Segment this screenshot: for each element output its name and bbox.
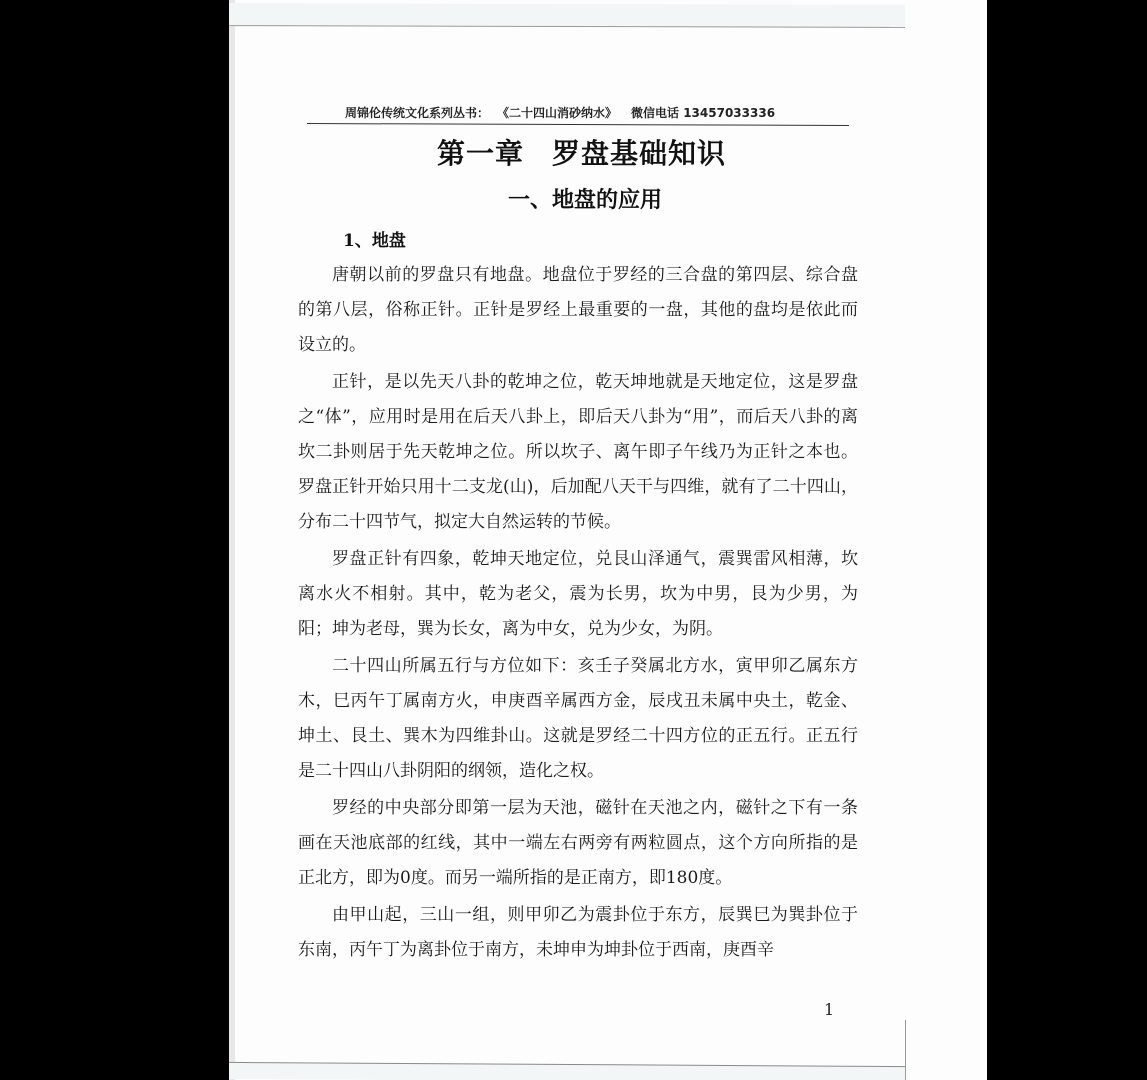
section-title: 一、地盘的应用 [507, 187, 662, 213]
chapter-name: 罗盘基础知识 [552, 137, 727, 170]
paragraph: 由甲山起，三山一组，则甲卯乙为震卦位于东方，辰巽巳为巽卦位于东南，丙午丁为离卦位于南方，未坤申为坤卦位于西南，庚酉辛 [298, 905, 858, 960]
scan-edge-right [905, 1020, 906, 1080]
scan-edge-bottom [229, 1062, 905, 1080]
subsection-title: 1、地盘 [343, 231, 406, 251]
header-rule [307, 123, 849, 126]
contact-info: 微信电话 13457033336 [631, 106, 776, 120]
body-text [298, 258, 858, 970]
series-name: 周锦伦传统文化系列丛书： [345, 106, 490, 120]
page-number: 1 [824, 1000, 835, 1019]
running-header [307, 104, 849, 121]
book-title: 《二十四山消砂纳水》 [503, 106, 618, 120]
paragraph: 罗经的中央部分即第一层为天池，磁针在天池之内，磁针之下有一条画在天池底部的红线，其中一端左右两旁有两粒圆点，这个方向所指的是正北方，即为0度。而另一端所指的是正南方，即180度。 [298, 798, 858, 888]
chapter-number: 第一章 [436, 137, 524, 170]
scan-edge-top [229, 3, 905, 28]
paragraph: 唐朝以前的罗盘只有地盘。地盘位于罗经的三合盘的第四层、综合盘的第八层，俗称正针。正针是罗经上最重要的一盘，其他的盘均是依此而设立的。 [298, 265, 858, 355]
paragraph: 二十四山所属五行与方位如下：亥壬子癸属北方水，寅甲卯乙属东方木，巳丙午丁属南方火，申庚酉辛属西方金，辰戌丑未属中央土，乾金、坤土、艮土、巽木为四维卦山。这就是罗经二十四方位的正五行。正五行是二十四山八卦阴阳的纲领，造化之权。 [298, 656, 858, 781]
paragraph: 正针，是以先天八卦的乾坤之位，乾天坤地就是天地定位，这是罗盘之“体”，应用时是用在后天八卦上，即后天八卦为“用”，而后天八卦的离坎二卦则居于先天乾坤之位。所以坎子、离午即子午线乃为正针之本也。罗盘正针开始只用十二支龙(山)，后加配八天干与四维，就有了二十四山，分布二十四节气，拟定大自然运转的节候。 [298, 372, 858, 532]
paragraph: 罗盘正针有四象，乾坤天地定位，兑艮山泽通气，震巽雷风相薄，坎离水火不相射。其中，乾为老父，震为长男，坎为中男，艮为少男，为阳；坤为老母，巽为长女，离为中女，兑为少女，为阴。 [298, 549, 858, 639]
scanned-page [229, 0, 987, 1080]
chapter-title [229, 132, 929, 172]
